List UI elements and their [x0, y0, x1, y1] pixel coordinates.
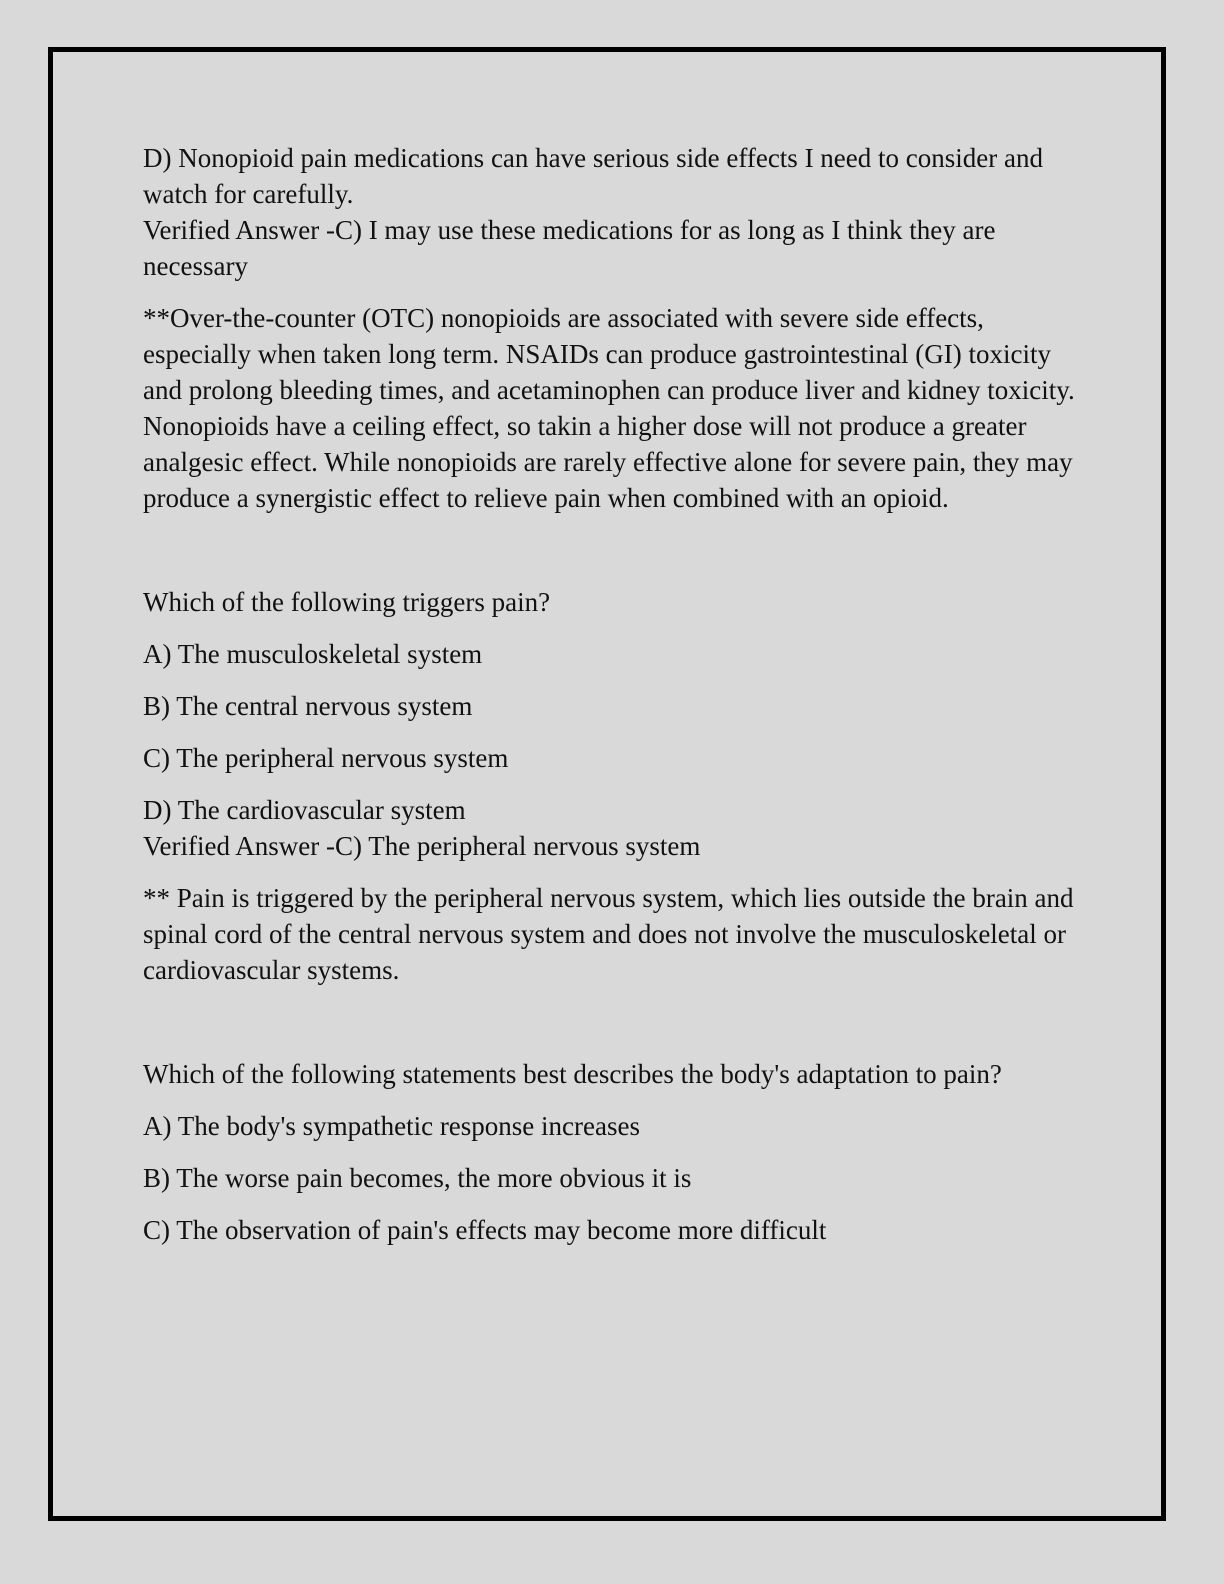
q2-option-b: B) The central nervous system	[143, 691, 473, 721]
q3-option-a: A) The body's sympathetic response increases	[143, 1111, 640, 1141]
q3-question: Which of the following statements best describes the body's adaptation to pain?	[143, 1059, 1002, 1089]
q1-option-d: D) Nonopioid pain medications can have serious side effects I need to consider and watch for carefully.	[143, 143, 1043, 209]
q3-option-c: C) The observation of pain's effects may become more difficult	[143, 1215, 827, 1245]
q3-option-b: B) The worse pain becomes, the more obvious it is	[143, 1163, 692, 1193]
q2-option-a: A) The musculoskeletal system	[143, 639, 483, 669]
q2-option-d: D) The cardiovascular system	[143, 795, 466, 825]
q2-option-c: C) The peripheral nervous system	[143, 743, 509, 773]
q2-verified-answer: Verified Answer -C) The peripheral nervous system	[143, 831, 701, 861]
document-body	[143, 140, 1093, 1248]
q1-rationale: **Over-the-counter (OTC) nonopioids are associated with severe side effects, especially when taken long term. NSAIDs can produce gastrointestinal (GI) toxicity and prolong bleeding times, and acetaminophen can produce liver and kidney toxicity. Nonopioids have a ceiling effect, so takin a higher dose will not produce a greater analgesic effect. While nonopioids are rarely effective alone for severe pain, they may produce a synergistic effect to relieve pain when combined with an opioid.	[143, 303, 1075, 513]
q1-verified-answer: Verified Answer -C) I may use these medications for as long as I think they are necessary	[143, 215, 996, 281]
q2-rationale: ** Pain is triggered by the peripheral nervous system, which lies outside the brain and spinal cord of the central nervous system and does not involve the musculoskeletal or cardiovascular systems.	[143, 883, 1074, 985]
q2-question: Which of the following triggers pain?	[143, 587, 551, 617]
